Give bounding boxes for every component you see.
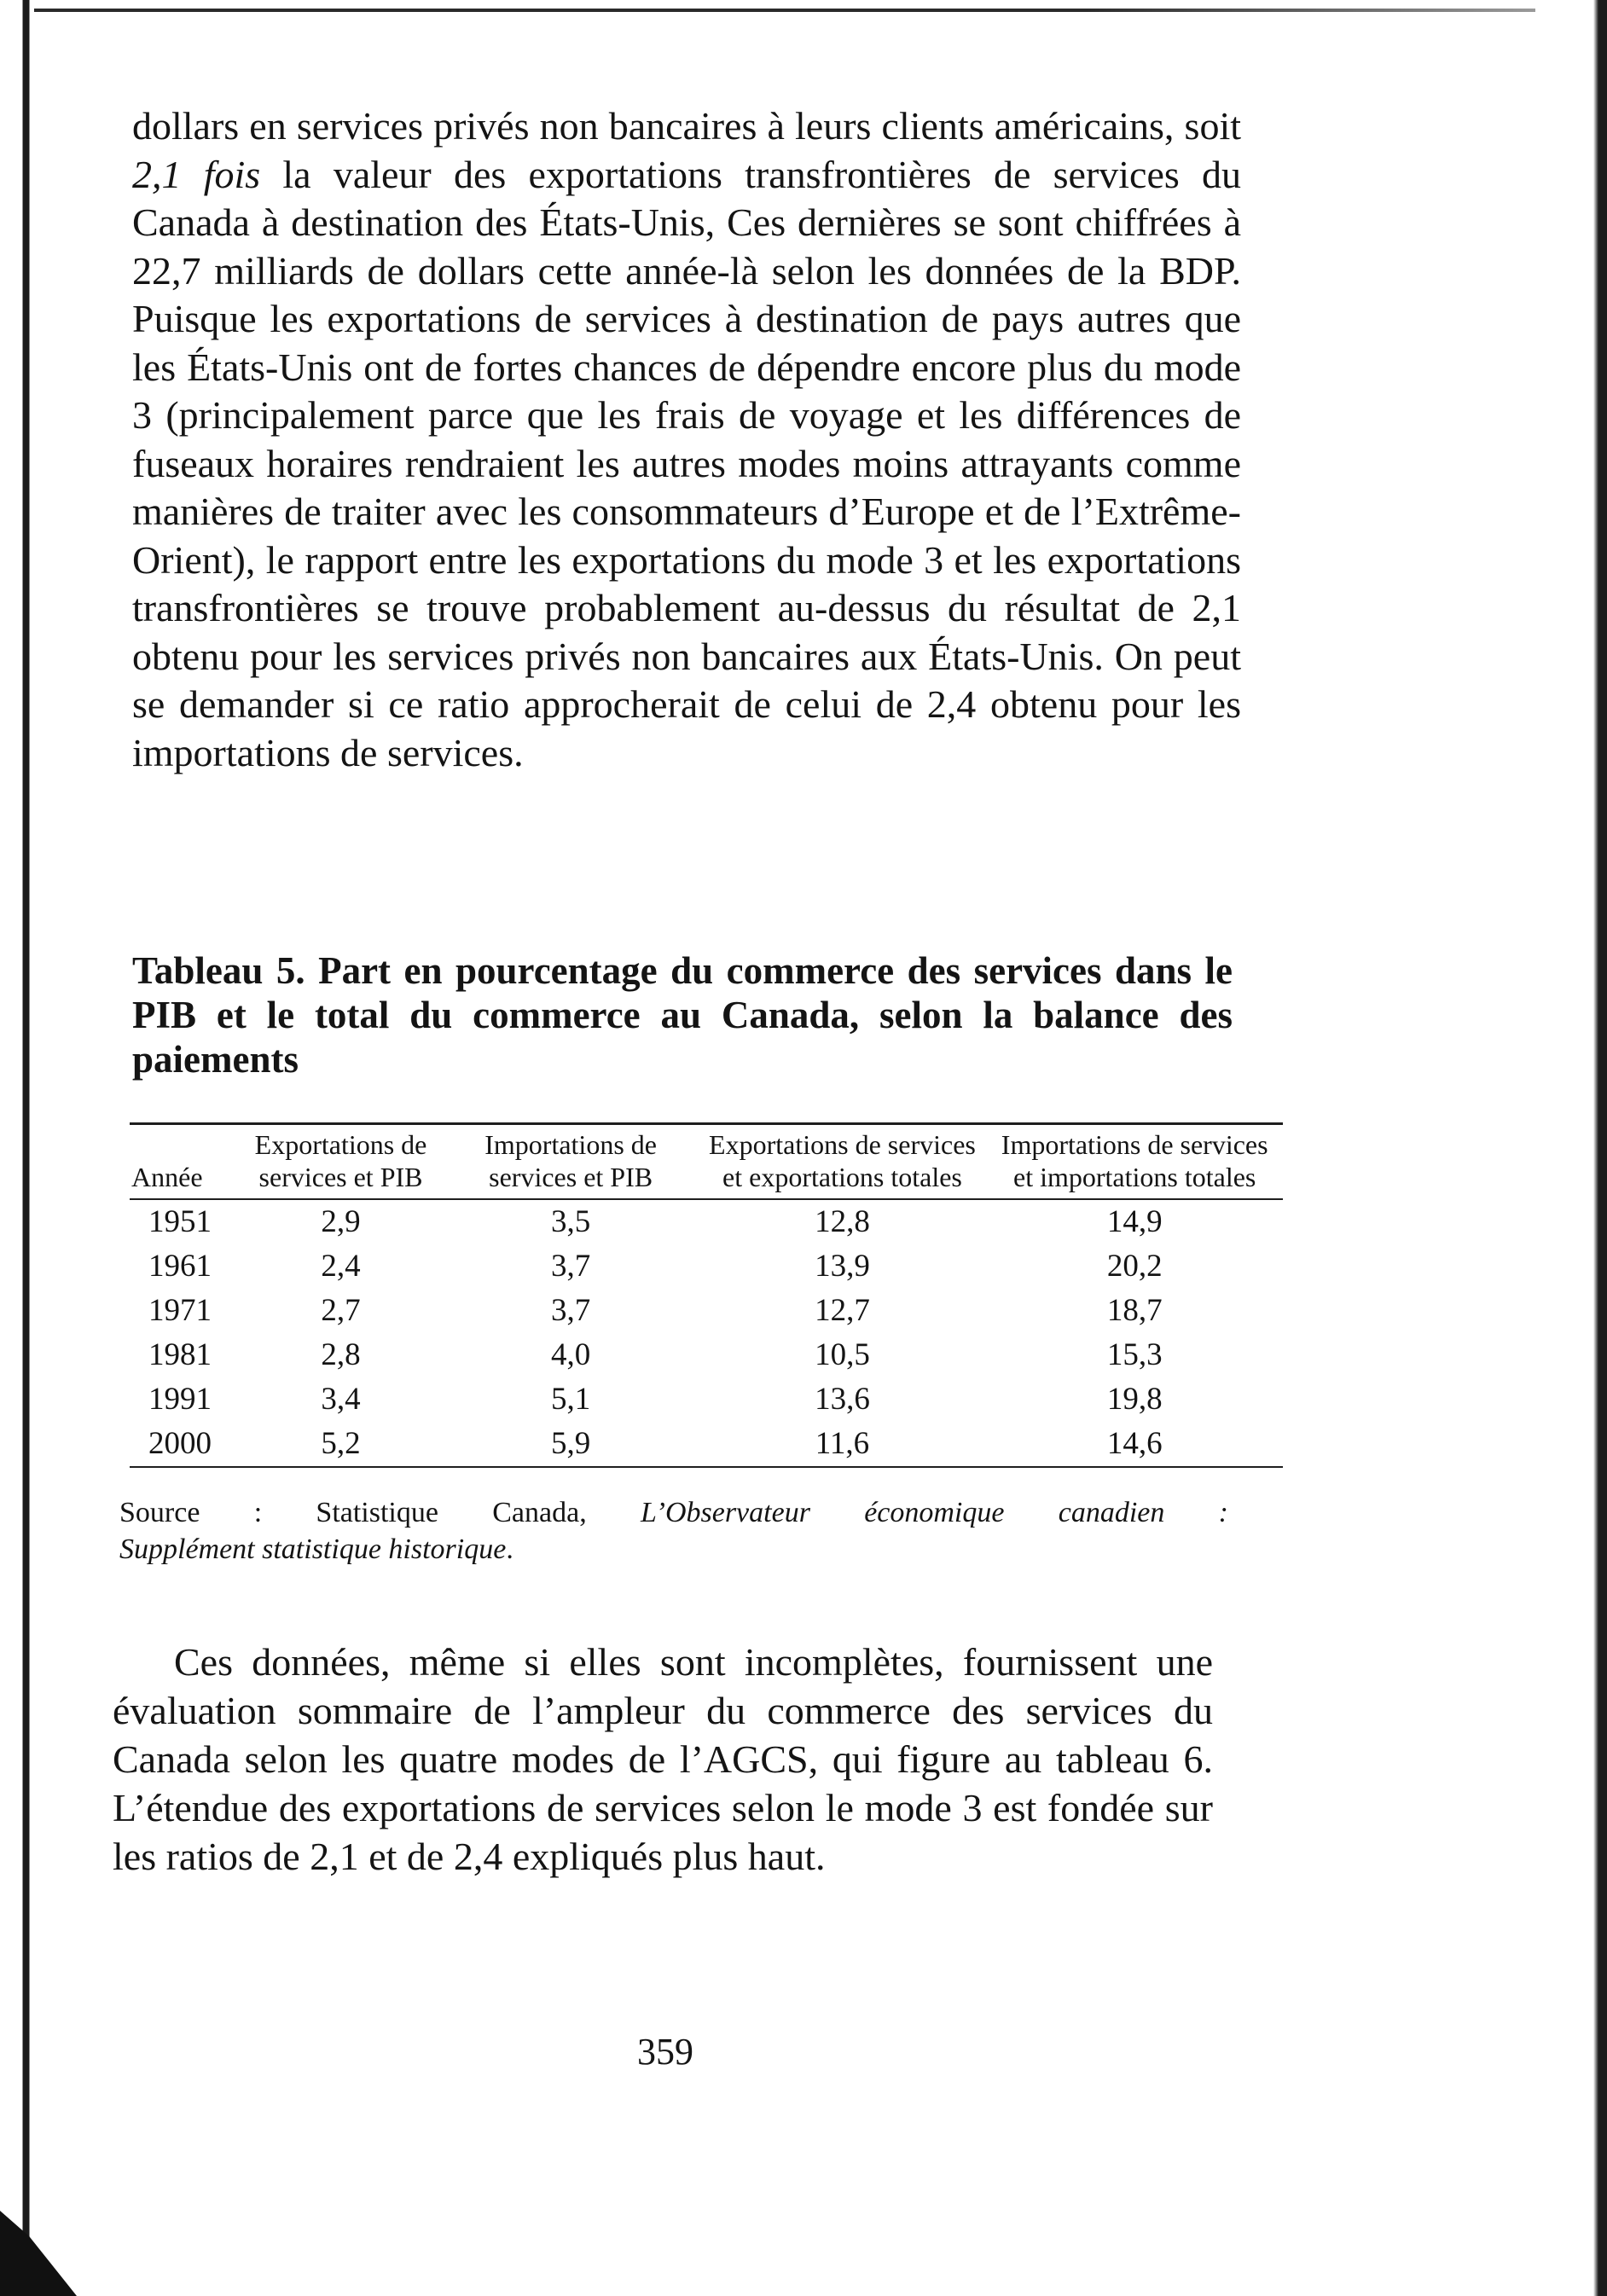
table-row <box>130 1244 1283 1289</box>
table-cell: 14,9 <box>1106 1204 1163 1239</box>
source-line-1 <box>119 1494 1228 1531</box>
table-cell: 3,7 <box>550 1249 591 1284</box>
source-title-line-1: L’Observateur économique canadien : <box>640 1497 1228 1528</box>
table-row <box>130 1289 1283 1333</box>
table-header-row <box>130 1124 1283 1200</box>
page-number: 359 <box>637 2031 693 2073</box>
table-cell: 5,9 <box>550 1426 591 1461</box>
table-cell: 14,6 <box>1106 1426 1163 1461</box>
table-cell: 5,1 <box>550 1382 591 1417</box>
table-cell-year: 1961 <box>148 1249 212 1284</box>
table-cell: 12,8 <box>815 1204 870 1239</box>
source-title-line-2: Supplément statistique historique <box>119 1534 507 1565</box>
table-cell: 10,5 <box>815 1337 870 1372</box>
table-header-year: Année <box>131 1162 203 1192</box>
table-cell: 15,3 <box>1106 1337 1163 1372</box>
paragraph-2: Ces données, même si elles sont incomplètes, fournissent une évaluation sommaire de l’ampleur du commerce des services du Canada selon les quatre modes de l’AGCS, qui figure au tableau 6. L’étendue des exportations de services selon le mode 3 est fondée sur les ratios de 2,1 et de 2,4 expliqués plus haut. <box>113 1640 1213 1878</box>
table-cell: 2,4 <box>321 1249 361 1284</box>
table-source <box>119 1494 1228 1568</box>
source-suffix: . <box>506 1534 513 1565</box>
scan-left-edge <box>0 0 34 2296</box>
table-cell-year: 1981 <box>148 1337 212 1372</box>
table-row <box>130 1333 1283 1377</box>
table-cell: 13,6 <box>815 1382 870 1417</box>
table-cell: 2,7 <box>321 1293 361 1328</box>
table-cell-year: 1991 <box>148 1382 212 1417</box>
table-cell: 20,2 <box>1106 1249 1163 1284</box>
table-header-imports-gdp: Importations de services et PIB <box>484 1129 657 1192</box>
table-row <box>130 1422 1283 1467</box>
paragraph-1-rest: la valeur des exportations transfrontières de services du Canada à destination des États-Unis, Ces dernières se sont chiffrées à 22,7 milliards de dollars cette année-là selon les données de la BDP. Puisque les exportations de services à destination de pays autres que les États-Unis ont de fortes chances de dépendre encore plus du mode 3 (principalement parce que les frais de voyage et les différences de fuseaux horaires rendraient les autres modes moins attrayants comme manières de traiter avec les consommateurs d’Europe et de l’Extrême-Orient), le rapport entre les exportations du mode 3 et les exportations transfrontières se trouve probablement au-dessus du résultat de 2,1 obtenu pour les services privés non bancaires aux États-Unis. On peut se demander si ce ratio approcherait de celui de 2,4 obtenu pour les importations de services. <box>132 152 1241 774</box>
table-cell: 12,7 <box>815 1293 870 1328</box>
source-prefix: Source : Statistique Canada, <box>119 1497 641 1528</box>
table-cell: 3,4 <box>321 1382 361 1417</box>
paragraph-1-start: dollars en services privés non bancaires à leurs clients américains, soit <box>132 104 1241 148</box>
page-body <box>132 102 1241 777</box>
table-cell: 3,7 <box>550 1293 591 1328</box>
table-cell: 3,5 <box>550 1204 591 1239</box>
table-cell: 2,8 <box>321 1337 361 1372</box>
table-cell: 13,9 <box>815 1249 870 1284</box>
scan-top-rule <box>34 9 1535 12</box>
table-row <box>130 1377 1283 1422</box>
table-cell-year: 1971 <box>148 1293 212 1328</box>
table-row <box>130 1199 1283 1244</box>
table-cell: 5,2 <box>321 1426 361 1461</box>
paragraph-1-italic: 2,1 fois <box>132 152 261 196</box>
table-cell: 2,9 <box>321 1204 361 1239</box>
table-cell: 19,8 <box>1106 1382 1163 1417</box>
data-table <box>130 1122 1283 1468</box>
table-caption: Tableau 5. Part en pourcentage du commerce des services dans le PIB et le total du commerce au Canada, selon la balance des paiements <box>132 949 1233 1081</box>
table-cell: 18,7 <box>1106 1293 1163 1328</box>
table-cell-year: 2000 <box>148 1426 212 1461</box>
table-header-imports-total: Importations de services et importations totales <box>1001 1129 1268 1192</box>
scan-corner-shadow <box>0 2211 77 2296</box>
table-cell-year: 1951 <box>148 1204 212 1239</box>
paragraph-1 <box>132 102 1241 777</box>
table-header-exports-total: Exportations de services et exportations totales <box>709 1129 976 1192</box>
table-cell: 4,0 <box>550 1337 591 1372</box>
scan-right-edge <box>1593 0 1607 2296</box>
table-cell: 11,6 <box>815 1426 870 1461</box>
table-header-exports-gdp: Exportations de services et PIB <box>254 1129 427 1192</box>
